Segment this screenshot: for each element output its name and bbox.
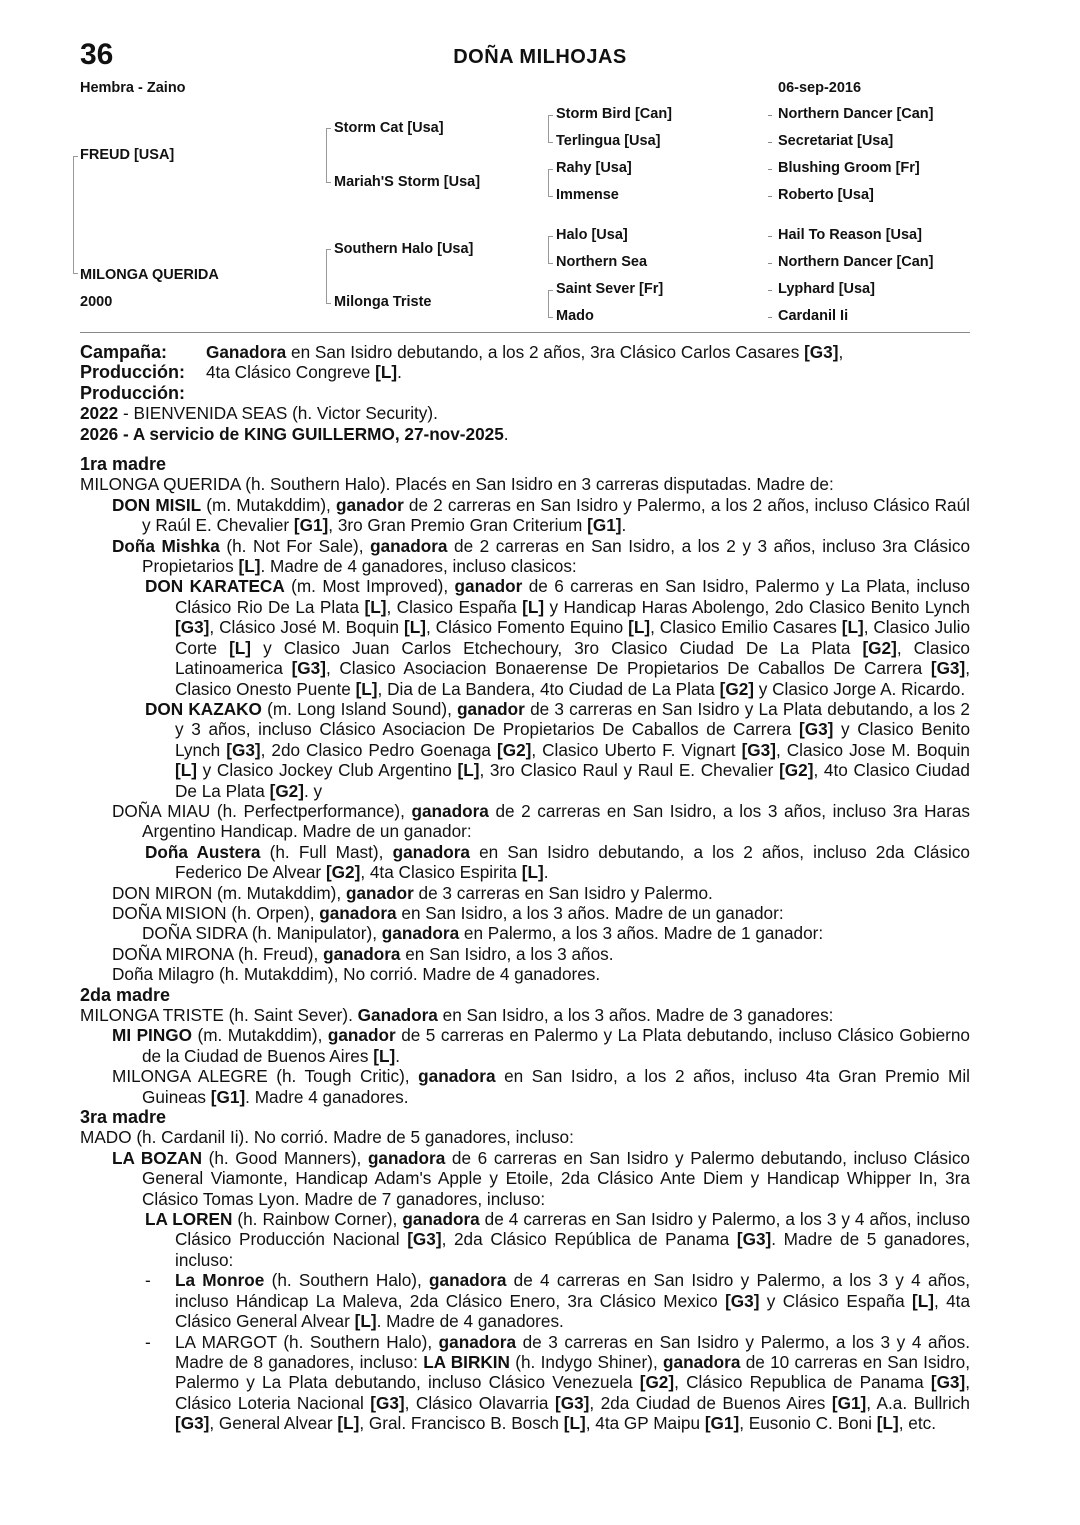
- family-entry: DON MIRON (m. Mutakddim), ganador de 3 carreras en San Isidro y Palermo.: [112, 882, 713, 903]
- gen3-7: Saint Sever [Fr]: [556, 281, 664, 297]
- family-entry: - La Monroe (h. Southern Halo), ganadora de 4 carreras en San Isidro y Palermo, a los 3 y 4 años, incluso Hándicap La Maleva, 2da Clásico Enero, 3ra Clásico Mexico [G3] y Clásico España [L], 4ta Clásico General Alvear [L]. Madre de 4 ganadores.: [145, 1270, 971, 1332]
- family-entry: - LA MARGOT (h. Southern Halo), ganadora de 3 carreras en San Isidro y Palermo, a los 3 y 4 años. Madre de 8 ganadores, incluso: LA BIRKIN (h. Indygo Shiner), ganadora de 10 carreras en San Isidro, Palermo y La Plata debutando, incluso Clásico Venezuela [G2], Clásico Republica de Panama [G3], Clásico Loteria Nacional [G3], Clásico Olavarria [G3], 2da Ciudad de Buenos Aires [G1], A.a. Bullrich [G3], General Alvear [L], Gral. Francisco B. Bosch [L], 4ta GP Maipu [G1], Eusonio C. Boni [L], etc.: [145, 1331, 971, 1434]
- family-entry: DOÑA SIDRA (h. Manipulator), ganadora en Palermo, a los 3 años. Madre de 1 ganador:: [142, 923, 824, 944]
- sire-sire: Storm Cat [Usa]: [334, 120, 444, 136]
- gen4-6: Northern Dancer [Can]: [778, 254, 934, 270]
- gen4-3: Blushing Groom [Fr]: [778, 160, 920, 176]
- gen4-4: Roberto [Usa]: [778, 187, 874, 203]
- production-heading: Producción:: [80, 382, 186, 403]
- gen4-2: Secretariat [Usa]: [778, 133, 894, 149]
- dam-dam: Milonga Triste: [334, 294, 432, 310]
- gen3-8: Mado: [556, 308, 594, 324]
- family-entry: MADO (h. Cardanil Ii). No corrió. Madre de 5 ganadores, incluso:: [80, 1127, 574, 1148]
- produce-list: [80, 403, 970, 444]
- dam-sire: Southern Halo [Usa]: [334, 241, 474, 257]
- family-entry: DOÑA MIRONA (h. Freud), ganadora en San Isidro, a los 3 años.: [112, 943, 614, 964]
- gen3-5: Halo [Usa]: [556, 227, 628, 243]
- section-heading: 2da madre: [80, 984, 171, 1005]
- divider: [80, 332, 970, 333]
- sire-name: FREUD [USA]: [80, 147, 175, 163]
- produce-item: 2026 - A servicio de KING GUILLERMO, 27-nov-2025.: [80, 423, 509, 444]
- gen4-8: Cardanil Ii: [778, 308, 849, 324]
- horse-name: DOÑA MILHOJAS: [453, 46, 627, 68]
- family-entry: MI PINGO (m. Mutakddim), ganador de 5 carreras en Palermo y La Plata debutando, incluso Clásico Gobierno de la Ciudad de Buenos Aires [L].: [112, 1025, 970, 1066]
- family-entry: DOÑA MISION (h. Orpen), ganadora en San Isidro, a los 3 años. Madre de un ganador:: [112, 902, 784, 923]
- gen3-6: Northern Sea: [556, 254, 648, 270]
- family-entry: MILONGA TRISTE (h. Saint Sever). Ganadora en San Isidro, a los 3 años. Madre de 3 ganadores:: [80, 1005, 834, 1025]
- family-entry: DON KARATECA (m. Most Improved), ganador de 6 carreras en San Isidro, Palermo y La Plata, incluso Clásico Rio De La Plata [L], Clasico España [L] y Handicap Haras Abolengo, 2do Clasico Benito Lynch [G3], Clásico José M. Boquin [L], Clásico Fomento Equino [L], Clasico Emilio Casares [L], Clasico Julio Corte [L] y Clasico Juan Carlos Etchechoury, 3ro Clasico Ciudad De La Plata [G2], Clasico Latinoamerica [G3], Clasico Asociacion Bonaerense De Propietarios De Caballos De Carrera [G3], Clasico Onesto Puente [L], Dia de La Bandera, 4to Ciudad de La Plata [G2] y Clasico Jorge A. Ricardo.: [145, 576, 971, 699]
- section-heading: 3ra madre: [80, 1107, 167, 1128]
- gen3-3: Rahy [Usa]: [556, 160, 632, 176]
- production-line: Producción: 4ta Clásico Congreve [L].: [80, 362, 402, 383]
- family-entry: DON KAZAKO (m. Long Island Sound), ganador de 3 carreras en San Isidro y La Plata debutando, a los 2 y 3 años, incluso Clásico Asociacion De Propietarios De Caballos de Carrera [G3] y Clasico Benito Lynch [G3], 2do Clasico Pedro Goenaga [G2], Clasico Uberto F. Vignart [G3], Clasico Jose M. Boquin [L] y Clasico Jockey Club Argentino [L], 3ro Clasico Raul y Raul E. Chevalier [G2], 4to Clasico Ciudad De La Plata [G2]. y: [145, 698, 971, 801]
- family-entry: DON MISIL (m. Mutakddim), ganador de 2 carreras en San Isidro y Palermo, a los 2 años, incluso Clásico Raúl y Raúl E. Chevalier [G1], 3ro Gran Premio Gran Criterium [G1].: [112, 494, 970, 536]
- gen3-2: Terlingua [Usa]: [556, 133, 661, 149]
- family-sections: [80, 454, 970, 1434]
- gen3-4: Immense: [556, 187, 619, 203]
- lot-number: 36: [80, 38, 114, 71]
- family-entry: MILONGA QUERIDA (h. Southern Halo). Placés en San Isidro en 3 carreras disputadas. Madre de:: [80, 474, 834, 495]
- catalog-body: [80, 342, 970, 1434]
- section-heading: 1ra madre: [80, 454, 167, 475]
- gen4-5: Hail To Reason [Usa]: [778, 227, 922, 243]
- sex-color: Hembra - Zaino: [80, 80, 186, 96]
- dam-name: MILONGA QUERIDA: [80, 267, 219, 283]
- family-entry: Doña Austera (h. Full Mast), ganadora en San Isidro debutando, a los 2 años, incluso 2da Clásico Federico De Alvear [G2], 4ta Clasico Espirita [L].: [145, 841, 970, 883]
- produce-item: 2022 - BIENVENIDA SEAS (h. Victor Security).: [80, 403, 438, 424]
- family-entry: LA LOREN (h. Rainbow Corner), ganadora de 4 carreras en San Isidro y Palermo, a los 3 y 4 años, incluso Clásico Producción Nacional [G3], 2da Clásico República de Panama [G3]. Madre de 5 ganadores, incluso:: [145, 1209, 971, 1270]
- campaign-line: Campaña: Ganadora en San Isidro debutando, a los 2 años, 3ra Clásico Carlos Casares [G3],: [80, 342, 844, 362]
- gen4-7: Lyphard [Usa]: [778, 281, 875, 297]
- dam-year: 2000: [80, 294, 113, 310]
- family-entry: MILONGA ALEGRE (h. Tough Critic), ganadora en San Isidro, a los 2 años, incluso 4ta Gran Premio Mil Guineas [G1]. Madre 4 ganadores.: [112, 1066, 970, 1107]
- sire-dam: Mariah'S Storm [Usa]: [334, 174, 481, 190]
- family-entry: Doña Mishka (h. Not For Sale), ganadora de 2 carreras en San Isidro, a los 2 y 3 años, incluso 3ra Clásico Propietarios [L]. Madre de 4 ganadores, incluso clasicos:: [112, 535, 970, 577]
- family-entry: Doña Milagro (h. Mutakddim), No corrió. Madre de 4 ganadores.: [112, 964, 601, 985]
- family-entry: LA BOZAN (h. Good Manners), ganadora de 6 carreras en San Isidro y Palermo debutando, incluso Clásico General Viamonte, Handicap Adam's Apple y Etoile, 2da Clásico Ante Diem y Handicap Whipper In, 3ra Clásico Tomas Lyon. Madre de 7 ganadores, incluso:: [112, 1147, 970, 1209]
- family-entry: DOÑA MIAU (h. Perfectperformance), ganadora de 2 carreras en San Isidro, a los 3 años, incluso 3ra Haras Argentino Handicap. Madre de un ganador:: [112, 800, 970, 842]
- gen4-1: Northern Dancer [Can]: [778, 106, 934, 122]
- gen3-1: Storm Bird [Can]: [556, 106, 672, 122]
- birth-date: 06-sep-2016: [778, 80, 862, 96]
- pedigree-bracket: [73, 156, 74, 274]
